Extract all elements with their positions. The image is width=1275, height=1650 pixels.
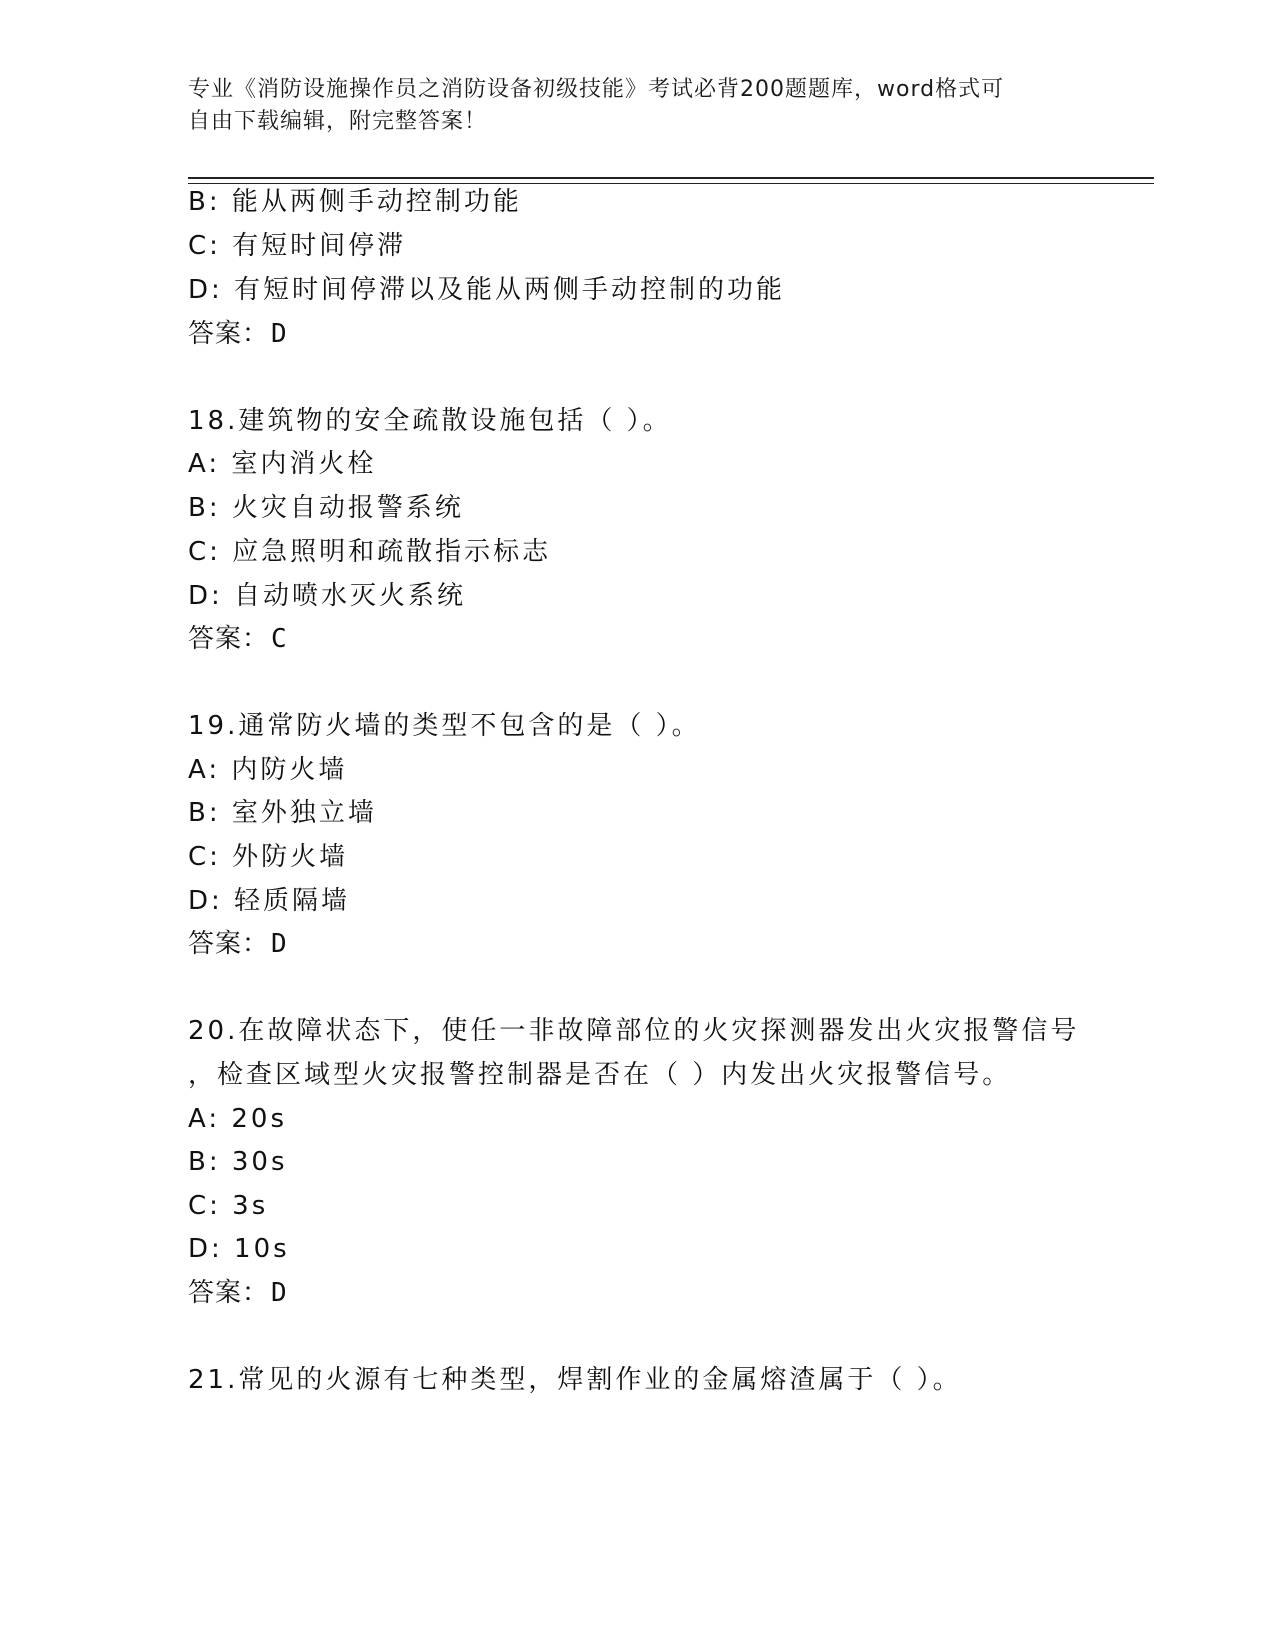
answer-line xyxy=(188,926,288,962)
option-c: C: 3s xyxy=(188,1191,269,1221)
option-b: B: 室外独立墙 xyxy=(188,798,377,828)
question-stem: 21.常见的火源有七种类型，焊割作业的金属熔渣属于（ ）。 xyxy=(188,1365,962,1395)
option-a: A: 20s xyxy=(188,1104,287,1134)
header-divider-thick xyxy=(188,177,1154,179)
option-b: B: 火灾自动报警系统 xyxy=(188,493,464,523)
option-c: C: 有短时间停滞 xyxy=(188,231,407,261)
answer-value: D xyxy=(271,1278,288,1308)
answer-value: D xyxy=(271,929,288,959)
question-stem: 18.建筑物的安全疏散设施包括（ ）。 xyxy=(188,406,672,436)
option-d: D: 自动喷水灭火系统 xyxy=(188,581,467,611)
answer-label: 答案： xyxy=(188,319,270,349)
option-b: B: 30s xyxy=(188,1147,288,1177)
title-line-1: 专业《消防设施操作员之消防设备初级技能》考试必背200题题库，word格式可 xyxy=(188,77,1005,102)
option-a: A: 室内消火栓 xyxy=(188,449,377,479)
answer-line xyxy=(188,1275,288,1311)
answer-value: C xyxy=(271,624,288,654)
answer-label: 答案： xyxy=(188,929,270,959)
option-c: C: 应急照明和疏散指示标志 xyxy=(188,537,552,567)
question-stem: 19.通常防火墙的类型不包含的是（ ）。 xyxy=(188,711,701,741)
option-d: D: 有短时间停滞以及能从两侧手动控制的功能 xyxy=(188,275,786,305)
question-stem-line-2: ，检查区域型火灾报警控制器是否在（ ）内发出火灾报警信号。 xyxy=(188,1060,1012,1090)
option-d: D: 轻质隔墙 xyxy=(188,886,351,916)
option-b: B: 能从两侧手动控制功能 xyxy=(188,187,522,217)
question-stem-line-1: 20.在故障状态下，使任一非故障部位的火灾探测器发出火灾报警信号 xyxy=(188,1016,1080,1046)
answer-line xyxy=(188,316,288,352)
option-c: C: 外防火墙 xyxy=(188,842,349,872)
document-title xyxy=(188,74,1088,138)
answer-value: D xyxy=(271,319,288,349)
option-a: A: 内防火墙 xyxy=(188,755,348,785)
option-d: D: 10s xyxy=(188,1234,290,1264)
answer-label: 答案： xyxy=(188,624,270,654)
answer-label: 答案： xyxy=(188,1278,270,1308)
title-line-2: 自由下载编辑，附完整答案！ xyxy=(188,109,488,134)
answer-line xyxy=(188,621,288,657)
